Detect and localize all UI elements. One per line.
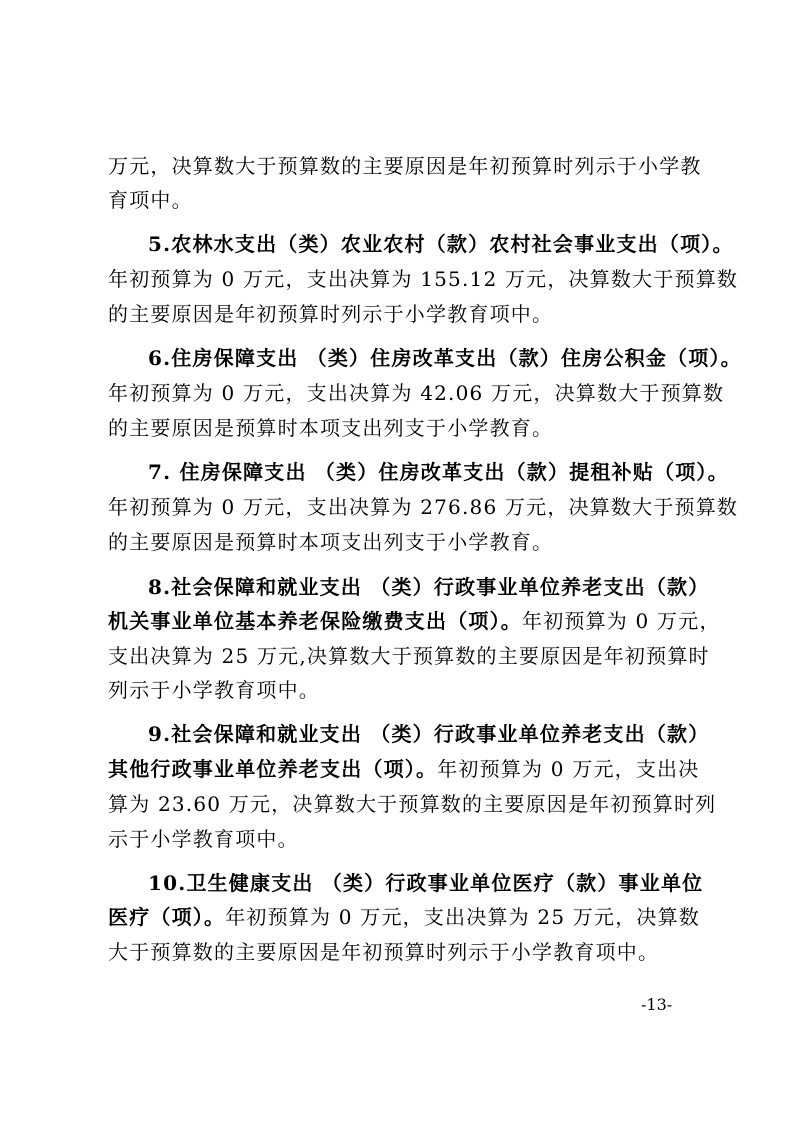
- paragraph-line: [108, 187, 688, 213]
- body-text: 大于预算数的主要原因是年初预算时列示于小学教育项中。: [108, 940, 660, 964]
- paragraph-line: [108, 677, 688, 703]
- item-title-continued: 其他行政事业单位养老支出（项）。: [108, 757, 438, 781]
- body-text: 年初预算为 0 万元，支出决算为 155.12 万元，决算数大于预算数: [108, 267, 739, 291]
- item-title-continued: 医疗（项）。: [108, 905, 226, 929]
- body-text: 年初预算为 0 万元，支出决算为 42.06 万元，决算数大于预算数: [108, 381, 725, 405]
- item-title-continued: 机关事业单位基本养老保险缴费支出（项）。: [108, 609, 522, 633]
- item-title: 9.社会保障和就业支出 （类）行政事业单位养老支出（款）: [148, 722, 710, 746]
- item-heading: [148, 345, 742, 371]
- paragraph-line: [108, 529, 688, 555]
- body-text: 年初预算为 0 万元，支出决算为 276.86 万元，决算数大于预算数: [108, 495, 739, 519]
- item-title: 6.住房保障支出 （类）住房改革支出（款）住房公积金（项）。: [148, 346, 742, 370]
- paragraph-line: [108, 494, 739, 520]
- paragraph-line: [108, 826, 688, 852]
- body-text: 的主要原因是预算时本项支出列支于小学教育。: [108, 416, 554, 440]
- item-heading: [148, 459, 728, 485]
- body-text: 育项中。: [108, 188, 193, 212]
- item-heading: [148, 574, 728, 600]
- body-text: 算为 23.60 万元，决算数大于预算数的主要原因是年初预算时列: [108, 792, 717, 816]
- item-heading: [148, 870, 728, 896]
- paragraph-line: [108, 608, 721, 634]
- body-text: 万元，决算数大于预算数的主要原因是年初预算时列示于小学教: [108, 154, 702, 178]
- body-text: 的主要原因是年初预算时列示于小学教育项中。: [108, 302, 554, 326]
- body-text: 年初预算为 0 万元，支出决算为 25 万元，决算数: [225, 905, 701, 929]
- paragraph-line: [108, 153, 702, 179]
- paragraph-line: [108, 791, 717, 817]
- item-heading: [148, 721, 728, 747]
- paragraph-line: [108, 643, 710, 669]
- item-title: 10.卫生健康支出 （类）行政事业单位医疗（款）事业单位: [148, 871, 704, 895]
- body-text: 年初预算为 0 万元，: [522, 609, 721, 633]
- body-text: 年初预算为 0 万元，支出决: [437, 757, 700, 781]
- paragraph-line: [108, 380, 725, 406]
- body-text: 的主要原因是预算时本项支出列支于小学教育。: [108, 530, 554, 554]
- paragraph-line: [108, 301, 688, 327]
- body-text: 示于小学教育项中。: [108, 827, 299, 851]
- body-text: 支出决算为 25 万元,决算数大于预算数的主要原因是年初预算时: [108, 644, 710, 668]
- paragraph-line: [108, 904, 701, 930]
- item-title: 7. 住房保障支出 （类）住房改革支出（款）提租补贴（项）。: [148, 460, 729, 484]
- page-number: -13-: [641, 995, 673, 1014]
- paragraph-line: [108, 939, 688, 965]
- paragraph-line: [108, 266, 739, 292]
- paragraph-line: [108, 415, 688, 441]
- item-heading: [148, 231, 734, 257]
- item-title: 8.社会保障和就业支出 （类）行政事业单位养老支出（款）: [148, 575, 710, 599]
- paragraph-line: [108, 756, 700, 782]
- body-text: 列示于小学教育项中。: [108, 678, 320, 702]
- item-title: 5.农林水支出（类）农业农村（款）农村社会事业支出（项）。: [148, 232, 734, 256]
